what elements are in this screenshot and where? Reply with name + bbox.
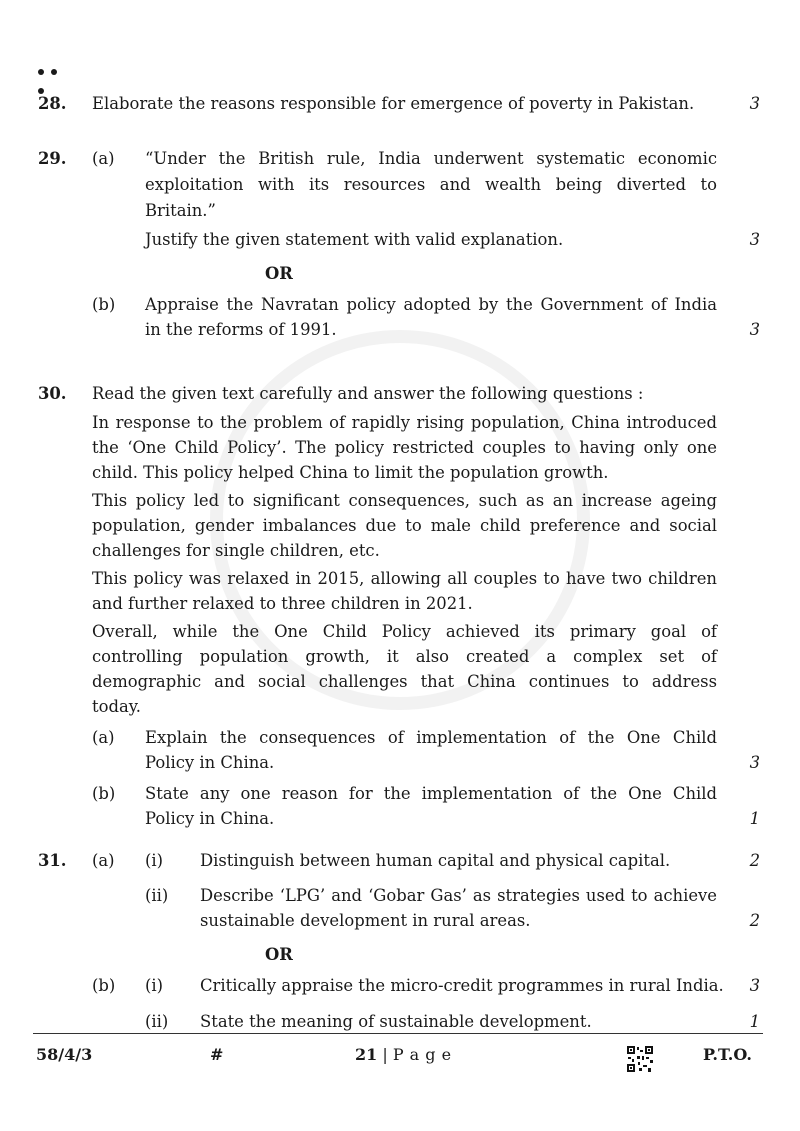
question-31-a-ii-label: (ii) (145, 886, 169, 905)
question-29-a-label: (a) (92, 149, 115, 168)
question-29-a-line: “Under the British rule, India underwent systematic economic (145, 149, 717, 168)
question-28-number: 28. (38, 94, 67, 113)
footer-divider (33, 1033, 763, 1034)
question-30-para3-line: This policy was relaxed in 2015, allowing all couples to have two children (92, 569, 717, 588)
question-31-a-ii-line: Describe ‘LPG’ and ‘Gobar Gas’ as strategies used to achieve (200, 886, 717, 905)
question-30-b-line: State any one reason for the implementation of the One Child (145, 784, 717, 803)
question-29-a-line: Britain.” (145, 201, 216, 220)
question-29-b-marks: 3 (749, 320, 760, 339)
question-29-a-line: exploitation with its resources and wealth being diverted to (145, 175, 717, 194)
question-30-para2-line: population, gender imbalances due to male child preference and social (92, 516, 717, 535)
question-31-b-ii-text: State the meaning of sustainable development. (200, 1012, 592, 1031)
question-31-b-i-label: (i) (145, 976, 164, 995)
question-31-a-ii-marks: 2 (749, 911, 760, 930)
header-dots-icon (38, 60, 74, 72)
question-29-or: OR (265, 264, 293, 283)
question-30-intro: Read the given text carefully and answer the following questions : (92, 384, 644, 403)
pto-label: P.T.O. (703, 1045, 752, 1064)
question-31-a-i-marks: 2 (749, 851, 760, 870)
question-31-a-i-label: (i) (145, 851, 164, 870)
question-30-para1-line: In response to the problem of rapidly rising population, China introduced (92, 413, 717, 432)
question-29-b-line: in the reforms of 1991. (145, 320, 337, 339)
question-30-a-line: Policy in China. (145, 753, 275, 772)
page-number: 21 (355, 1045, 378, 1064)
question-31-b-ii-label: (ii) (145, 1012, 169, 1031)
question-31-b-label: (b) (92, 976, 116, 995)
question-30-b-label: (b) (92, 784, 116, 803)
question-29-a-line: Justify the given statement with valid explanation. (145, 230, 564, 249)
question-30-para4-line: demographic and social challenges that China continues to address (92, 672, 717, 691)
question-30-para2-line: challenges for single children, etc. (92, 541, 380, 560)
question-31-or: OR (265, 945, 293, 964)
question-31-b-i-text: Critically appraise the micro-credit programmes in rural India. (200, 976, 724, 995)
question-29-b-label: (b) (92, 295, 116, 314)
page-separator: | (377, 1045, 393, 1064)
question-30-para4-line: Overall, while the One Child Policy achieved its primary goal of (92, 622, 717, 641)
question-31-b-ii-marks: 1 (749, 1012, 760, 1031)
page-number-block (355, 1044, 452, 1066)
question-30-para4-line: controlling population growth, it also created a complex set of (92, 647, 717, 666)
page-word: P a g e (392, 1045, 452, 1064)
question-29-a-marks: 3 (749, 230, 760, 249)
question-28-text: Elaborate the reasons responsible for emergence of poverty in Pakistan. (92, 94, 695, 113)
question-31-a-i-text: Distinguish between human capital and physical capital. (200, 851, 671, 870)
question-30-number: 30. (38, 384, 67, 403)
question-31-a-ii-line: sustainable development in rural areas. (200, 911, 531, 930)
question-30-para1-line: the ‘One Child Policy’. The policy restricted couples to having only one (92, 438, 717, 457)
question-30-b-line: Policy in China. (145, 809, 275, 828)
qr-code-icon (626, 1045, 654, 1073)
question-30-b-marks: 1 (749, 809, 760, 828)
question-31-b-i-marks: 3 (749, 976, 760, 995)
question-30-para1-line: child. This policy helped China to limit the population growth. (92, 463, 609, 482)
question-30-para3-line: and further relaxed to three children in 2021. (92, 594, 473, 613)
question-30-a-line: Explain the consequences of implementation of the One Child (145, 728, 717, 747)
question-30-a-marks: 3 (749, 753, 760, 772)
question-29-number: 29. (38, 149, 67, 168)
question-30-a-label: (a) (92, 728, 115, 747)
footer-hash: # (210, 1045, 224, 1064)
question-30-para4-line: today. (92, 697, 142, 716)
question-29-b-line: Appraise the Navratan policy adopted by the Government of India (145, 295, 717, 314)
question-30-para2-line: This policy led to significant consequences, such as an increase ageing (92, 491, 717, 510)
question-31-number: 31. (38, 851, 67, 870)
paper-code: 58/4/3 (36, 1045, 93, 1064)
question-28-marks: 3 (749, 94, 760, 113)
question-31-a-label: (a) (92, 851, 115, 870)
